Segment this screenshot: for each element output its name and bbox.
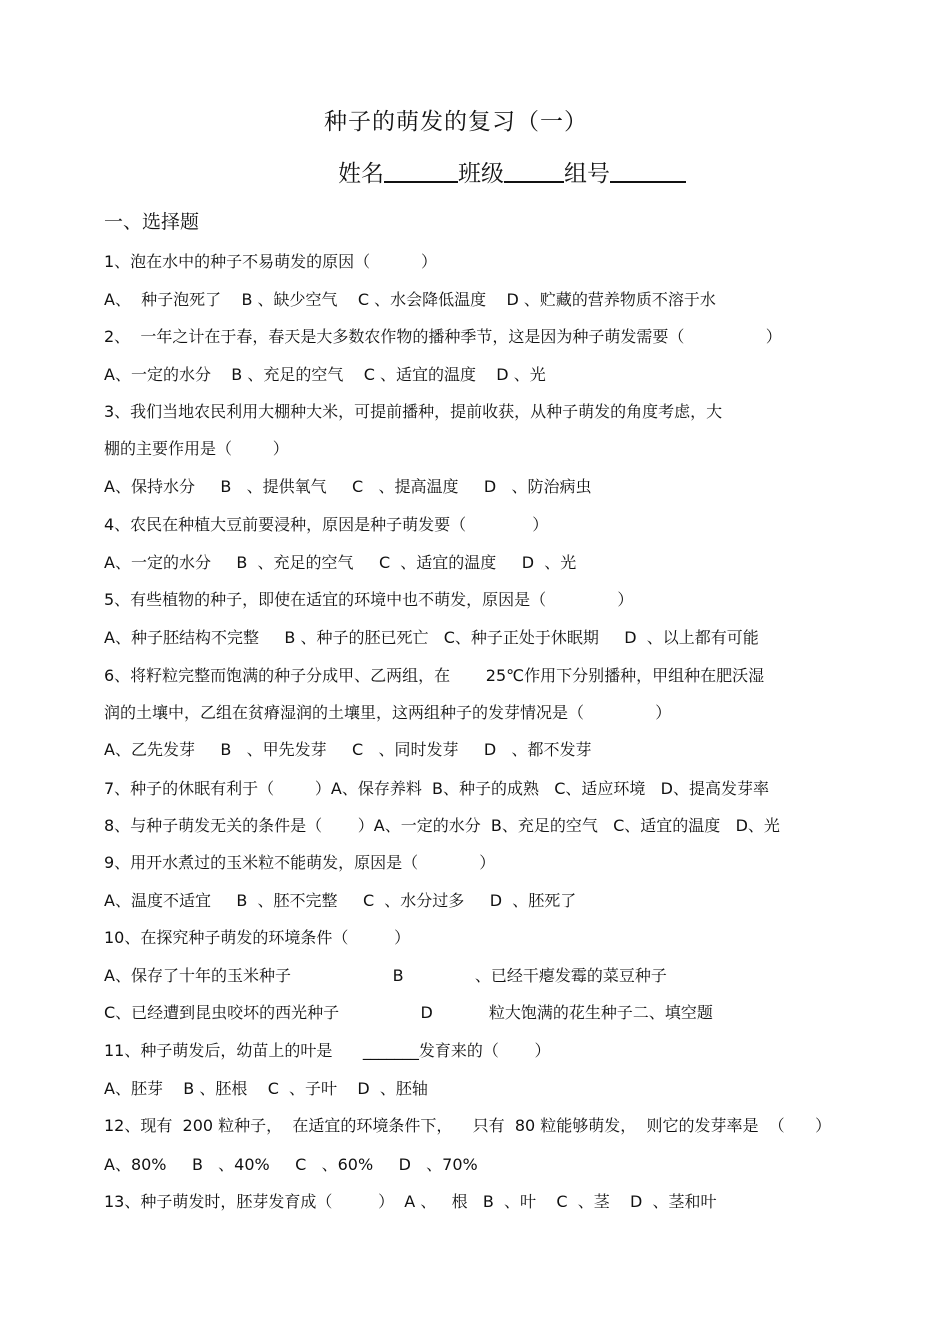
question-line: 3、我们当地农民利用大棚种大米，可提前播种，提前收获，从种子萌发的角度考虑，大 [104,402,723,421]
question-line: 10、在探究种子萌发的环境条件（ ） [104,928,411,947]
question-line: 5、有些植物的种子，即使在适宜的环境中也不萌发，原因是（ ） [104,590,634,609]
question-line: 8、与种子萌发无关的条件是（ ）A、一定的水分 B、充足的空气 C、适宜的温度 D、光 [104,816,780,835]
student-info-row [0,154,950,193]
group-blank[interactable] [610,154,686,183]
options-line: A、乙先发芽 B 、甲先发芽 C 、同时发芽 D 、都不发芽 [104,740,592,759]
section-heading: 一、选择题 [104,211,200,233]
class-label: 班级 [458,161,504,187]
options-line: A、一定的水分 B 、充足的空气 C 、适宜的温度 D 、光 [104,365,546,384]
question-line: 9、用开水煮过的玉米粒不能萌发，原因是（ ） [104,853,496,872]
options-line: A、保持水分 B 、提供氧气 C 、提高温度 D 、防治病虫 [104,477,592,496]
question-line: 润的土壤中，乙组在贫瘠湿润的土壤里，这两组种子的发芽情况是（ ） [104,703,672,722]
name-blank[interactable] [384,154,458,183]
options-line: A、80% B 、40% C 、60% D 、70% [104,1155,478,1174]
options-line: A、温度不适宜 B 、胚不完整 C 、水分过多 D 、胚死了 [104,891,577,910]
page-title: 种子的萌发的复习（一） [324,109,588,135]
question-line: 13、种子萌发时，胚芽发育成（ ） A 、 根 B 、叶 C 、茎 D 、茎和叶 [104,1192,717,1211]
question-line: 1、泡在水中的种子不易萌发的原因（ ） [104,252,438,271]
question-line: 2、 一年之计在于春，春天是大多数农作物的播种季节，这是因为种子萌发需要（ ） [104,327,782,346]
question-line: 6、将籽粒完整而饱满的种子分成甲、乙两组，在 25℃作用下分别播种，甲组种在肥沃湿 [104,666,765,685]
options-line: A、种子胚结构不完整 B 、种子的胚已死亡 C、种子正处于休眠期 D 、以上都有可能 [104,628,759,647]
options-line: C、已经遭到昆虫咬坏的西光种子 D 粒大饱满的花生种子二、填空题 [104,1003,713,1022]
question-line: 7、种子的休眠有利于（ ）A、保存养料 B、种子的成熟 C、适应环境 D、提高发芽率 [104,779,769,798]
question-line: 12、现有 200 粒种子， 在适宜的环境条件下， 只有 80 粒能够萌发， 则它的发芽率是 （ ） [104,1116,832,1135]
group-label: 组号 [564,161,610,187]
question-line: 棚的主要作用是（ ） [104,439,289,458]
question-line: 4、农民在种植大豆前要浸种，原因是种子萌发要（ ） [104,515,549,534]
question-line: 11、种子萌发后，幼苗上的叶是 _______发育来的（ ） [104,1041,551,1060]
options-line: A、 种子泡死了 B 、缺少空气 C 、水会降低温度 D 、贮藏的营养物质不溶于水 [104,290,716,309]
class-blank[interactable] [504,154,564,183]
options-line: A、一定的水分 B 、充足的空气 C 、适宜的温度 D 、光 [104,553,577,572]
name-label: 姓名 [338,161,384,187]
options-line: A、胚芽 B 、胚根 C 、子叶 D 、胚轴 [104,1079,428,1098]
options-line: A、保存了十年的玉米种子 B 、已经干瘪发霉的菜豆种子 [104,966,667,985]
